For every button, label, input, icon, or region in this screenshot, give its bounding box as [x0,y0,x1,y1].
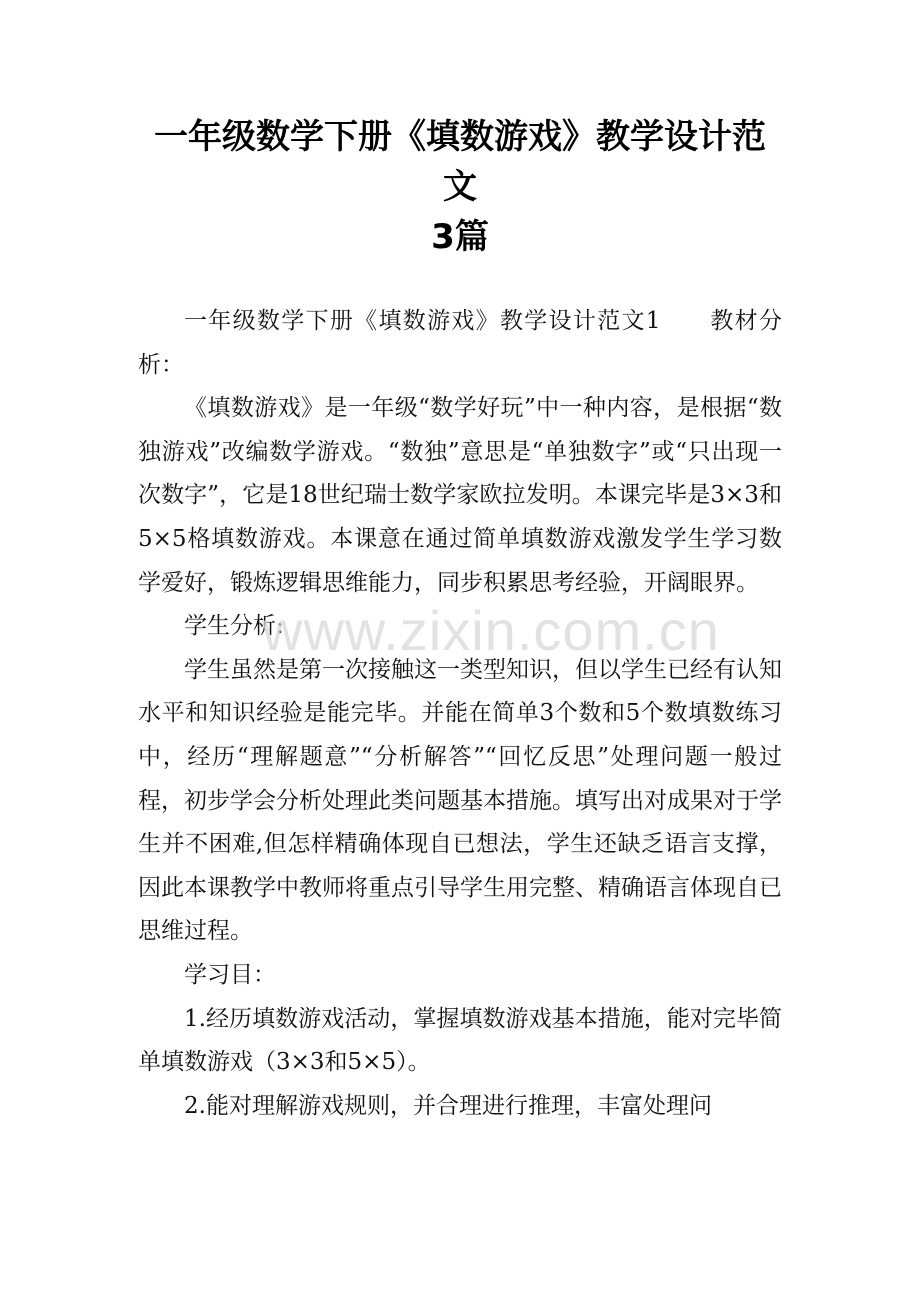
paragraph: 学习目： [184,961,276,988]
paragraph: 一年级数学下册《填数游戏》教学设计范文1 教材分析： [138,308,782,378]
paragraph: 1.经历填数游戏活动，掌握填数游戏基本措施，能对完毕简单填数游戏（3×3和5×5）。 [138,1005,782,1076]
page-title [138,112,782,262]
title-line-1: 一年级数学下册《填数游戏》教学设计范文 [154,117,766,207]
document-body [138,300,782,1128]
paragraph: 学生虽然是第一次接触这一类型知识，但以学生已经有认知水平和知识经验是能完毕。并能在简单3个数和5个数填数练习中，经历“理解题意”“分析解答”“回忆反思”处理问题一般过程，初步学会分析处理此类问题基本措施。填写出对成果对于学生并不困难,但怎样精确体现自已想法，学生还缺乏语言支撑，因此本课教学中教师将重点引导学生用完整、精确语言体现自已思维过程。 [138,656,782,945]
title-line-2: 3篇 [431,217,489,257]
paragraph: 学生分析: [184,613,284,640]
paragraph: 《填数游戏》是一年级“数学好玩”中一种内容，是根据“数独游戏”改编数学游戏。“数独”意思是“单独数字”或“只出现一次数字”，它是18世纪瑞士数学家欧拉发明。本课完毕是3×3和5×5格填数游戏。本课意在通过简单填数游戏激发学生学习数学爱好，锻炼逻辑思维能力，同步积累思考经验，开阔眼界。 [138,395,782,596]
watermark: www.zixin.com.cn [262,599,720,662]
paragraph: 2.能对理解游戏规则，并合理进行推理，丰富处理问 [184,1092,712,1119]
